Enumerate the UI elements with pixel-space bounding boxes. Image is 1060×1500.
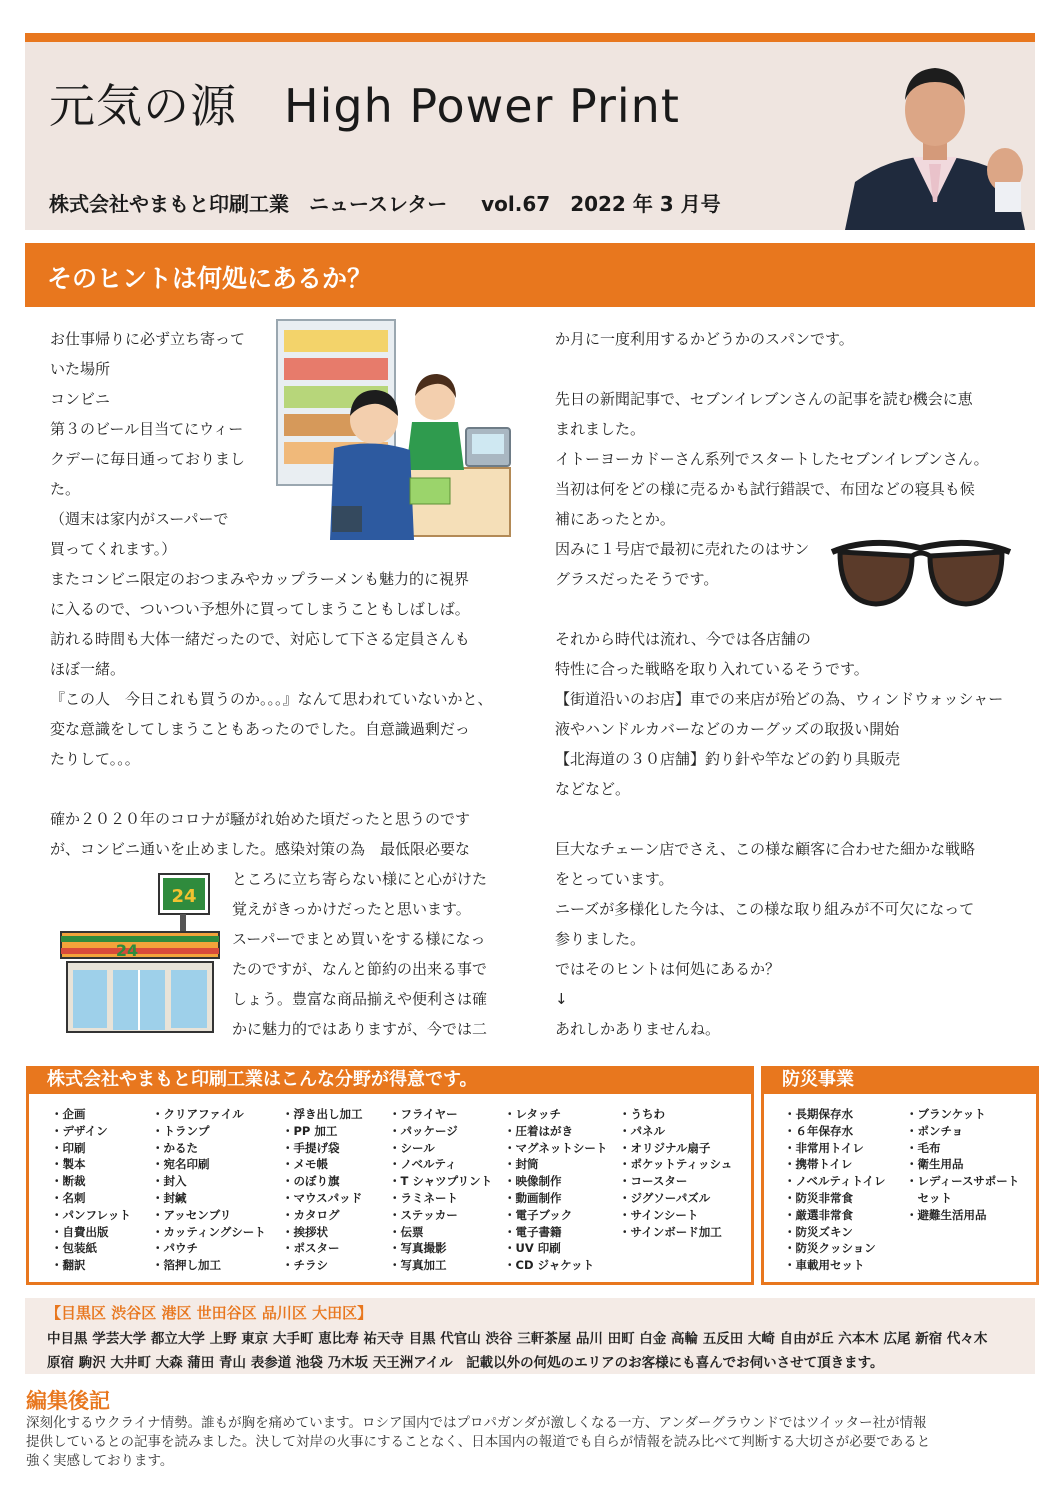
convenience-store-24-illustration	[55, 870, 225, 1040]
convenience-store-cashier-illustration	[272, 318, 514, 540]
field-item: ・包装紙	[51, 1241, 97, 1256]
field-item: ・ポケットティッシュ	[619, 1157, 733, 1172]
svg-text:24: 24	[115, 941, 139, 960]
bousai-item: ・防災非常食	[784, 1190, 853, 1205]
field-column	[389, 1106, 492, 1274]
field-item: ・印刷	[51, 1140, 86, 1155]
field-item: ・翻訳	[51, 1258, 86, 1273]
field-item: ・UV 印刷	[504, 1241, 561, 1256]
article-line	[555, 354, 1025, 384]
bousai-item: ・６年保存水	[784, 1123, 853, 1138]
service-area-box	[25, 1298, 1035, 1374]
editor-note-body	[26, 1414, 1036, 1471]
bousai-item: ・避難生活用品	[906, 1207, 987, 1222]
field-item: ・ノベルティ	[389, 1157, 457, 1172]
field-item: ・パッケージ	[389, 1123, 458, 1138]
article-line: あれしかありませんね。	[555, 1020, 721, 1038]
bousai-item: セット	[906, 1190, 952, 1205]
field-item: ・名刺	[51, 1190, 86, 1205]
field-column	[504, 1106, 607, 1274]
field-column	[152, 1106, 266, 1274]
field-item: ・レタッチ	[504, 1107, 562, 1121]
field-item: ・コースター	[619, 1174, 688, 1189]
field-column	[51, 1106, 131, 1274]
disaster-prevention-title: 防災事業	[764, 1066, 1036, 1094]
bousai-column	[784, 1106, 886, 1274]
bousai-item: ・防災クッション	[784, 1241, 876, 1256]
article-line: 巨大なチェーン店でさえ、この様な顧客に合わせた細かな戦略	[555, 840, 976, 858]
article-line: 補にあったとか。	[555, 510, 675, 528]
article-line: た。	[50, 480, 81, 498]
field-item: ・封筒	[504, 1157, 539, 1172]
bousai-item: ・厳選非常食	[784, 1207, 853, 1222]
article-line: 先日の新聞記事で、セブンイレブンさんの記事を読む機会に恵	[555, 390, 973, 408]
article-line: 覚えがきっかけだったと思います。	[232, 900, 471, 918]
article-line: またコンビニ限定のおつまみやカップラーメンも魅力的に視界	[50, 570, 469, 588]
field-item: ・シール	[389, 1140, 435, 1155]
article-line: それから時代は流れ、今では各店舗の	[555, 630, 811, 648]
field-item: ・トランプ	[152, 1123, 210, 1138]
article-line: ところに立ち寄らない様にと心がけた	[232, 870, 488, 888]
field-item: ・サインボード加工	[619, 1224, 722, 1239]
newsletter-subtitle: 株式会社やまもと印刷工業 ニュースレター vol.67 2022 年 3 月号	[49, 192, 721, 216]
article-line: ほぼ一緒。	[50, 660, 126, 678]
article-line: 液やハンドルカバーなどのカーグッズの取扱い開始	[555, 720, 900, 738]
article-line: をとっています。	[555, 870, 674, 888]
article-line: クデーに毎日通っておりまし	[50, 450, 246, 468]
article-line: ↓	[555, 990, 568, 1008]
field-item: ・チラシ	[282, 1258, 328, 1273]
bousai-item: ・非常用トイレ	[784, 1140, 864, 1155]
field-item: ・マウスパッド	[282, 1190, 363, 1205]
article-line: ニーズが多様化した今は、この様な取り組みが不可欠になって	[555, 900, 975, 918]
bousai-item: ・防災ズキン	[784, 1224, 853, 1239]
field-item: ・ラミネート	[389, 1190, 458, 1205]
field-item: ・パネル	[619, 1123, 665, 1138]
editor-note-line: 深刻化するウクライナ情勢。誰もが胸を痛めています。ロシア国内ではプロパガンダが激しくなる一方、アンダーグラウンドではツイッター社が情報	[26, 1415, 927, 1431]
field-item: ・パウチ	[152, 1241, 198, 1256]
sunglasses-illustration	[830, 530, 1012, 614]
article-line: 変な意識をしてしまうこともあったのでした。自意識過剰だっ	[50, 720, 470, 738]
article-line: 買ってくれます。）	[50, 540, 177, 558]
field-item: ・オリジナル扇子	[619, 1140, 711, 1155]
disaster-prevention-box	[761, 1066, 1039, 1285]
bousai-item: ・長期保存水	[784, 1107, 853, 1121]
article-line: 訪れる時間も大体一緒だったので、対応して下さる定員さんも	[50, 630, 470, 648]
disaster-prevention-list	[764, 1094, 1036, 1282]
field-item: ・動画制作	[504, 1190, 562, 1205]
article-line: 当初は何をどの様に売るかも試行錯誤で、布団などの寝具も候	[555, 480, 975, 498]
field-item: ・断裁	[51, 1174, 86, 1189]
author-portrait	[825, 42, 1035, 230]
field-item: ・マグネットシート	[504, 1140, 608, 1155]
field-item: ・CD ジャケット	[504, 1258, 595, 1273]
field-item: ・ポスター	[282, 1241, 340, 1256]
article-line: スーパーでまとめ買いをする様になっ	[232, 930, 486, 948]
bousai-item: ・レディースサポート	[906, 1174, 1020, 1189]
article-line: グラスだったそうです。	[555, 570, 719, 588]
specialty-fields-title: 株式会社やまもと印刷工業はこんな分野が得意です。	[29, 1066, 751, 1094]
service-area-title: 【目黒区 渋谷区 港区 世田谷区 品川区 大田区】	[46, 1304, 373, 1322]
svg-text:24: 24	[171, 886, 197, 907]
field-item: ・封入	[152, 1174, 187, 1189]
article-line: が、コンビニ通いを止めました。感染対策の為 最低限必要な	[50, 840, 471, 858]
field-item: ・箔押し加工	[152, 1258, 221, 1273]
field-item: ・フライヤー	[389, 1107, 458, 1121]
bousai-item: ・毛布	[906, 1140, 941, 1155]
bousai-item: ・ノベルティトイレ	[784, 1174, 886, 1189]
field-item: ・挨拶状	[282, 1224, 328, 1239]
article-line	[50, 774, 510, 804]
article-line: 特性に合った戦略を取り入れているそうです。	[555, 660, 869, 678]
article-line: 参りました。	[555, 930, 646, 948]
field-item: ・自費出版	[51, 1224, 109, 1239]
field-item: ・伝票	[389, 1224, 424, 1239]
service-area-line: 中目黒 学芸大学 都立大学 上野 東京 大手町 恵比寿 祐天寺 目黒 代官山 渋谷 三軒茶屋 品川 田町 白金 高輪 五反田 大崎 自由が丘 六本木 広尾 新宿 代々木	[47, 1331, 988, 1347]
masthead	[25, 42, 1035, 230]
bousai-item: ・ブランケット	[906, 1107, 986, 1121]
article-line: たりして。。。	[50, 750, 140, 768]
article-line: か月に一度利用するかどうかのスパンです。	[555, 330, 854, 348]
article-line: コンビニ	[50, 390, 111, 408]
newsletter-title: 元気の源 High Power Print	[49, 79, 680, 133]
field-item: ・圧着はがき	[504, 1123, 573, 1138]
editor-note-line: 強く実感しております。	[26, 1453, 174, 1469]
field-item: ・封緘	[152, 1190, 187, 1205]
field-item: ・ジグソーパズル	[619, 1190, 711, 1205]
article-line: しょう。豊富な商品揃えや便利さは確	[232, 990, 488, 1008]
article-line: イトーヨーカドーさん系列でスタートしたセブンイレブンさん。	[555, 450, 989, 468]
field-item: ・企画	[51, 1107, 86, 1121]
editor-note-title: 編集後記	[26, 1389, 110, 1413]
article-line: 確か２０２０年のコロナが騒がれ始めた頃だったと思うのです	[50, 810, 471, 828]
article-line: 【北海道の３０店舗】釣り針や竿などの釣り具販売	[555, 750, 901, 768]
article-line: かに魅力的ではありますが、今では二	[232, 1020, 488, 1038]
specialty-fields-list	[29, 1094, 751, 1282]
field-item: ・パンフレット	[51, 1207, 131, 1222]
article-line	[555, 804, 1025, 834]
article-line: まれました。	[555, 420, 646, 438]
article-line: （週末は家内がスーパーで	[50, 510, 229, 528]
field-item: ・かるた	[152, 1140, 198, 1155]
bousai-item: ・携帯トイレ	[784, 1157, 853, 1172]
service-area-line: 原宿 駒沢 大井町 大森 蒲田 青山 表参道 池袋 乃木坂 天王洲アイル 記載以外の何処のエリアのお客様にも喜んでお伺いさせて頂きます。	[47, 1355, 884, 1371]
field-item: ・アッセンブリ	[152, 1207, 232, 1222]
field-item: ・製本	[51, 1157, 86, 1172]
field-item: ・宛名印刷	[152, 1157, 210, 1172]
field-item: ・カッティングシート	[152, 1224, 266, 1239]
field-item: ・ステッカー	[389, 1207, 458, 1222]
field-item: ・うちわ	[619, 1107, 665, 1121]
article-line: 第３のビール目当てにウィー	[50, 420, 244, 438]
bousai-item: ・車載用セット	[784, 1258, 865, 1273]
specialty-fields-box	[26, 1066, 754, 1285]
field-item: ・メモ帳	[282, 1157, 328, 1172]
field-item: ・手提げ袋	[282, 1140, 340, 1155]
headline-text: そのヒントは何処にあるか？	[47, 264, 373, 293]
field-item: ・電子書籍	[504, 1224, 562, 1239]
field-item: ・カタログ	[282, 1207, 340, 1222]
article-right-column	[555, 324, 1025, 1044]
field-item: ・PP 加工	[282, 1123, 338, 1138]
headline-banner	[25, 243, 1035, 307]
article-line: 因みに１号店で最初に売れたのはサン	[555, 540, 810, 558]
article-line: 【街道沿いのお店】車での来店が殆どの為、ウィンドウォッシャー	[555, 690, 1004, 708]
bousai-item: ・衛生用品	[906, 1157, 964, 1172]
article-line: に入るので、ついつい予想外に買ってしまうこともしばしば。	[50, 600, 470, 618]
article-line: お仕事帰りに必ず立ち寄って	[50, 330, 246, 348]
field-item: ・写真加工	[389, 1258, 447, 1273]
field-item: ・のぼり旗	[282, 1174, 340, 1189]
field-item: ・映像制作	[504, 1174, 562, 1189]
field-item: ・電子ブック	[504, 1207, 573, 1222]
field-item: ・デザイン	[51, 1123, 108, 1138]
article-line: などなど。	[555, 780, 631, 798]
bousai-column	[906, 1106, 1019, 1224]
field-item: ・T シャツプリント	[389, 1174, 493, 1189]
field-column	[619, 1106, 732, 1240]
field-item: ・サインシート	[619, 1207, 699, 1222]
field-item: ・浮き出し加工	[282, 1107, 363, 1121]
article-line: たのですが、なんと節約の出来る事で	[232, 960, 488, 978]
field-item: ・クリアファイル	[152, 1107, 244, 1121]
field-item: ・写真撮影	[389, 1241, 447, 1256]
field-column	[282, 1106, 363, 1274]
bousai-item: ・ポンチョ	[906, 1123, 964, 1138]
article-line: いた場所	[50, 360, 111, 378]
top-accent-bar	[25, 33, 1035, 42]
editor-note-line: 提供しているとの記事を読みました。決して対岸の火事にすることなく、日本国内の報道でも自らが情報を読み比べて判断する大切さが必要であると	[26, 1434, 931, 1450]
article-line: 『この人 今日これも買うのか。。。』なんて思われていないかと、	[50, 690, 493, 708]
article-line: ではそのヒントは何処にあるか？	[555, 960, 781, 978]
